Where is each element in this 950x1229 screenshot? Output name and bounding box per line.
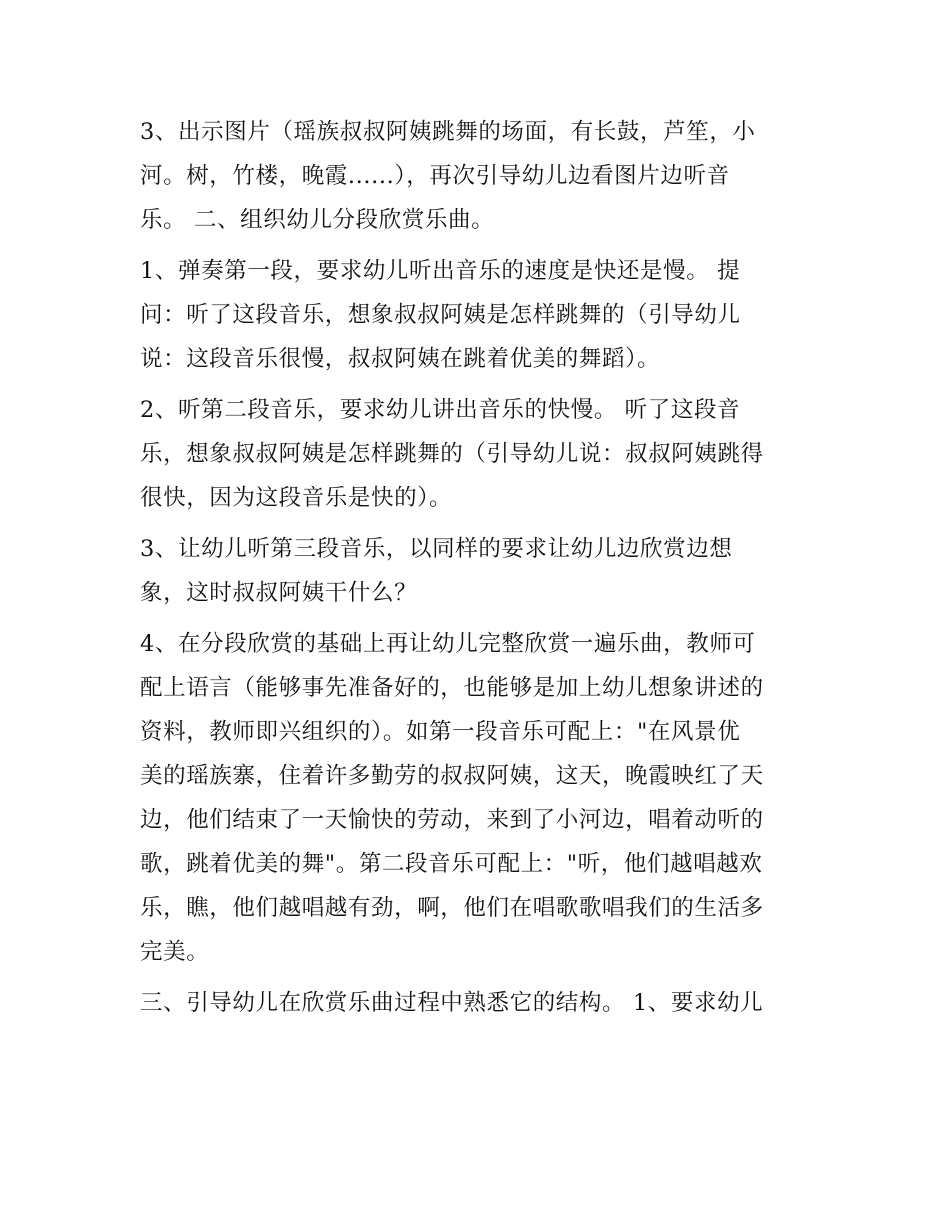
document-body — [140, 110, 812, 1032]
text-line: 2、听第二段音乐，要求幼儿讲出音乐的快慢。 听了这段音 — [140, 397, 741, 423]
paragraph-step-4-full-appreciation — [140, 622, 812, 974]
text-line: 1、弹奏第一段，要求幼儿听出音乐的速度是快还是慢。 提 — [140, 258, 741, 284]
text-line: 象，这时叔叔阿姨干什么？ — [140, 580, 418, 606]
paragraph-step-3-show-picture — [140, 110, 812, 242]
text-line: 乐。 二、组织幼儿分段欣赏乐曲。 — [140, 207, 495, 233]
text-line: 完美。 — [140, 939, 210, 965]
text-line: 三、引导幼儿在欣赏乐曲过程中熟悉它的结构。 1、要求幼儿 — [140, 990, 764, 1016]
text-line: 很快，因为这段音乐是快的）。 — [140, 485, 453, 511]
text-line: 边，他们结束了一天愉快的劳动，来到了小河边，唱着动听的 — [140, 807, 764, 833]
text-line: 说：这段音乐很慢，叔叔阿姨在跳着优美的舞蹈）。 — [140, 346, 661, 372]
text-line: 配上语言（能够事先准备好的，也能够是加上幼儿想象讲述的 — [140, 675, 764, 701]
text-line: 乐，想象叔叔阿姨是怎样跳舞的（引导幼儿说：叔叔阿姨跳得 — [140, 441, 764, 467]
text-line: 问：听了这段音乐，想象叔叔阿姨是怎样跳舞的（引导幼儿 — [140, 302, 741, 328]
text-line: 美的瑶族寨，住着许多勤劳的叔叔阿姨，这天，晚霞映红了天 — [140, 763, 764, 789]
text-line: 3、让幼儿听第三段音乐，以同样的要求让幼儿边欣赏边想 — [140, 536, 733, 562]
text-line: 歌，跳着优美的舞"。第二段音乐可配上："听，他们越唱越欢 — [140, 851, 763, 877]
paragraph-section-3-structure — [140, 981, 812, 1025]
text-line: 资料，教师即兴组织的）。如第一段音乐可配上："在风景优 — [140, 719, 741, 745]
text-line: 3、出示图片（瑶族叔叔阿姨跳舞的场面，有长鼓，芦笙，小 — [140, 119, 756, 145]
paragraph-step-1-first-section — [140, 249, 812, 381]
paragraph-step-2-second-section — [140, 388, 812, 520]
paragraph-step-3-third-section — [140, 527, 812, 615]
text-line: 乐，瞧，他们越唱越有劲，啊，他们在唱歌歌唱我们的生活多 — [140, 895, 764, 921]
text-line: 4、在分段欣赏的基础上再让幼儿完整欣赏一遍乐曲，教师可 — [140, 631, 756, 657]
text-line: 河。树，竹楼，晚霞......），再次引导幼儿边看图片边听音 — [140, 163, 730, 189]
